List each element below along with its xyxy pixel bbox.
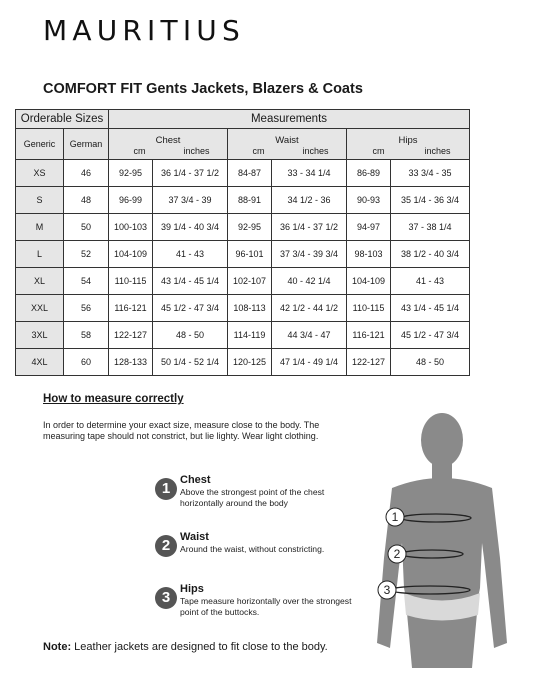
step-description: Above the strongest point of the chest horizontally around the body: [180, 487, 325, 508]
step-number-badge: 3: [155, 587, 177, 609]
cell-waist-cm: 120-125: [228, 349, 272, 376]
step-description: Tape measure horizontally over the strongest point of the buttocks.: [180, 596, 352, 617]
cell-hips-inches: 35 1/4 - 36 3/4: [391, 187, 470, 214]
cell-hips-cm: 110-115: [347, 295, 391, 322]
header-hips-inches: inches: [424, 145, 451, 156]
cell-chest-inches: 37 3/4 - 39: [153, 187, 228, 214]
cell-generic: 4XL: [16, 349, 64, 376]
cell-german: 54: [64, 268, 109, 295]
header-hips-cm: cm: [372, 145, 385, 156]
cell-hips-cm: 98-103: [347, 241, 391, 268]
header-hips-label: Hips: [398, 134, 418, 146]
cell-hips-cm: 116-121: [347, 322, 391, 349]
cell-generic: M: [16, 214, 64, 241]
marker-chest-number: 1: [391, 510, 399, 524]
cell-waist-inches: 37 3/4 - 39 3/4: [272, 241, 347, 268]
cell-waist-inches: 40 - 42 1/4: [272, 268, 347, 295]
header-waist-inches: inches: [302, 145, 329, 156]
cell-waist-cm: 114-119: [228, 322, 272, 349]
header-chest-cm: cm: [133, 145, 146, 156]
cell-waist-inches: 42 1/2 - 44 1/2: [272, 295, 347, 322]
cell-waist-inches: 44 3/4 - 47: [272, 322, 347, 349]
cell-german: 60: [64, 349, 109, 376]
cell-waist-cm: 84-87: [228, 160, 272, 187]
cell-waist-cm: 88-91: [228, 187, 272, 214]
cell-german: 46: [64, 160, 109, 187]
cell-generic: L: [16, 241, 64, 268]
cell-german: 48: [64, 187, 109, 214]
table-row: [16, 295, 470, 322]
cell-chest-inches: 45 1/2 - 47 3/4: [153, 295, 228, 322]
cell-waist-cm: 108-113: [228, 295, 272, 322]
table-row: [16, 160, 470, 187]
header-chest: [109, 129, 228, 160]
table-row: [16, 241, 470, 268]
cell-chest-cm: 110-115: [109, 268, 153, 295]
header-chest-inches: inches: [183, 145, 210, 156]
cell-generic: S: [16, 187, 64, 214]
cell-chest-cm: 92-95: [109, 160, 153, 187]
cell-waist-inches: 36 1/4 - 37 1/2: [272, 214, 347, 241]
cell-german: 56: [64, 295, 109, 322]
cell-chest-cm: 122-127: [109, 322, 153, 349]
cell-chest-cm: 96-99: [109, 187, 153, 214]
cell-chest-cm: 100-103: [109, 214, 153, 241]
size-table: [15, 109, 470, 376]
step-number-badge: 2: [155, 535, 177, 557]
cell-hips-inches: 48 - 50: [391, 349, 470, 376]
header-chest-label: Chest: [155, 134, 181, 146]
cell-generic: XS: [16, 160, 64, 187]
header-measurements: Measurements: [109, 110, 470, 129]
table-row: [16, 349, 470, 376]
cell-hips-inches: 33 3/4 - 35: [391, 160, 470, 187]
step-description: Around the waist, without constricting.: [180, 544, 325, 554]
table-row: [16, 187, 470, 214]
cell-waist-inches: 33 - 34 1/4: [272, 160, 347, 187]
how-to-intro: In order to determine your exact size, measure close to the body. The measuring tape should not constrict, but lie lighty. Wear light clothing.: [43, 420, 320, 441]
cell-hips-cm: 90-93: [347, 187, 391, 214]
header-waist-cm: cm: [252, 145, 265, 156]
cell-hips-cm: 94-97: [347, 214, 391, 241]
table-row: [16, 322, 470, 349]
cell-chest-cm: 128-133: [109, 349, 153, 376]
cell-waist-cm: 102-107: [228, 268, 272, 295]
cell-waist-cm: 96-101: [228, 241, 272, 268]
cell-hips-cm: 104-109: [347, 268, 391, 295]
step-name: Chest: [180, 474, 211, 486]
cell-chest-cm: 116-121: [109, 295, 153, 322]
cell-chest-inches: 41 - 43: [153, 241, 228, 268]
body-figure-illustration: [372, 408, 527, 668]
cell-german: 58: [64, 322, 109, 349]
header-waist: [228, 129, 347, 160]
footer-note: [43, 641, 328, 653]
measure-markers: [378, 508, 406, 599]
cell-chest-inches: 39 1/4 - 40 3/4: [153, 214, 228, 241]
cell-generic: 3XL: [16, 322, 64, 349]
page-title: COMFORT FIT Gents Jackets, Blazers & Coats: [43, 81, 363, 97]
cell-hips-inches: 37 - 38 1/4: [391, 214, 470, 241]
step-number-badge: 1: [155, 478, 177, 500]
marker-waist-number: 2: [393, 547, 401, 561]
cell-chest-cm: 104-109: [109, 241, 153, 268]
cell-waist-cm: 92-95: [228, 214, 272, 241]
cell-hips-inches: 45 1/2 - 47 3/4: [391, 322, 470, 349]
cell-hips-inches: 38 1/2 - 40 3/4: [391, 241, 470, 268]
note-label: Note:: [43, 641, 72, 653]
marker-hips-number: 3: [383, 583, 391, 597]
header-generic: Generic: [16, 129, 64, 160]
note-text: Leather jackets are designed to fit close to the body.: [71, 641, 328, 653]
cell-chest-inches: 50 1/4 - 52 1/4: [153, 349, 228, 376]
table-row: [16, 268, 470, 295]
how-to-heading: How to measure correctly: [43, 393, 184, 405]
cell-german: 52: [64, 241, 109, 268]
cell-generic: XXL: [16, 295, 64, 322]
cell-waist-inches: 47 1/4 - 49 1/4: [272, 349, 347, 376]
cell-hips-inches: 41 - 43: [391, 268, 470, 295]
cell-hips-cm: 86-89: [347, 160, 391, 187]
cell-chest-inches: 36 1/4 - 37 1/2: [153, 160, 228, 187]
table-row: [16, 214, 470, 241]
cell-chest-inches: 43 1/4 - 45 1/4: [153, 268, 228, 295]
header-orderable-sizes: Orderable Sizes: [16, 110, 109, 129]
cell-waist-inches: 34 1/2 - 36: [272, 187, 347, 214]
brand-logo: MAURITIUS: [43, 14, 245, 47]
cell-german: 50: [64, 214, 109, 241]
header-german: German: [64, 129, 109, 160]
cell-hips-inches: 43 1/4 - 45 1/4: [391, 295, 470, 322]
step-name: Waist: [180, 531, 209, 543]
cell-chest-inches: 48 - 50: [153, 322, 228, 349]
cell-hips-cm: 122-127: [347, 349, 391, 376]
cell-generic: XL: [16, 268, 64, 295]
step-name: Hips: [180, 583, 204, 595]
header-waist-label: Waist: [275, 134, 299, 146]
body-silhouette: [377, 413, 507, 668]
header-hips: [347, 129, 470, 160]
